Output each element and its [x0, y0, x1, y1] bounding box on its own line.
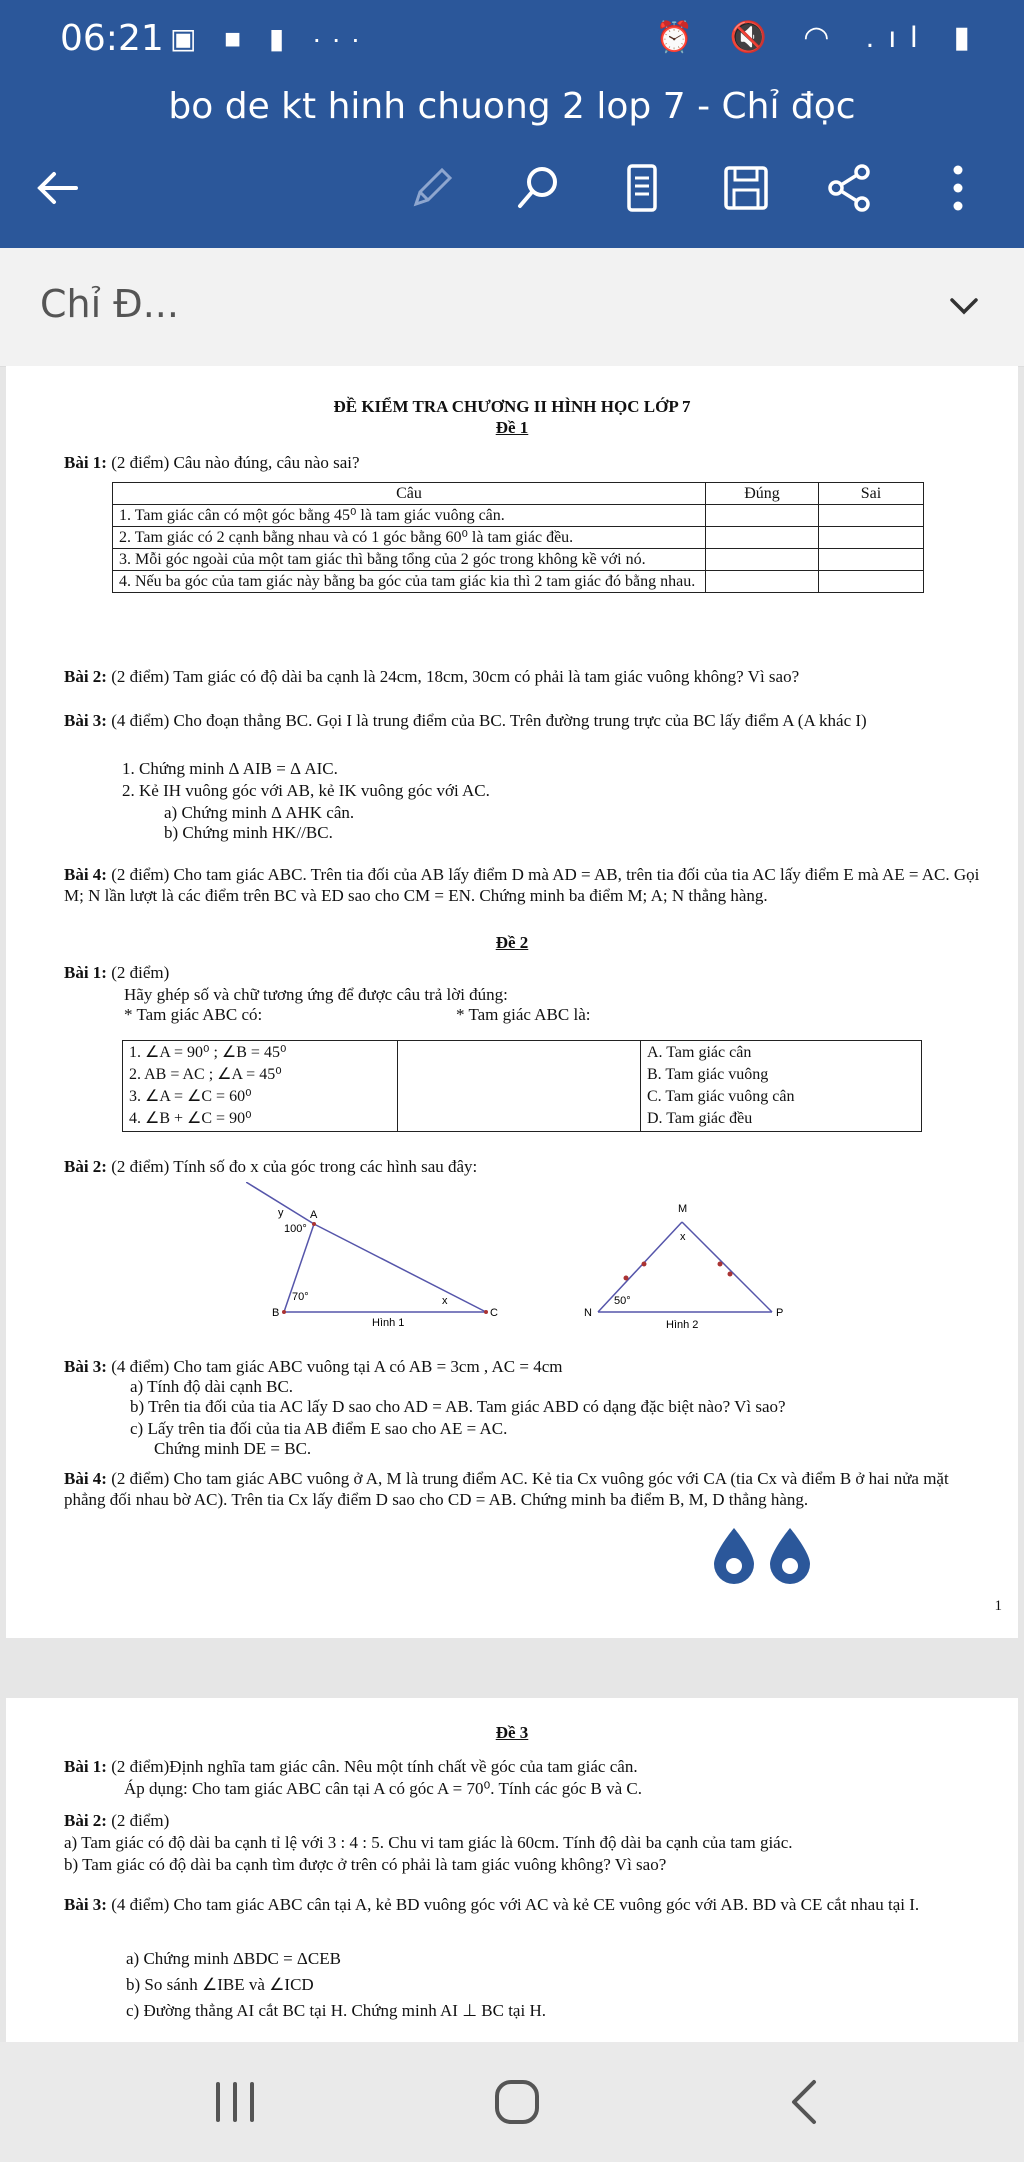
list-item: Chứng minh DE = BC.: [154, 1439, 312, 1458]
page-number: 1: [994, 1598, 1002, 1614]
system-nav-bar: [0, 2042, 1024, 2162]
match-item: 4. ∠B + ∠C = 90⁰: [129, 1110, 252, 1127]
text: (2 điểm): [111, 1811, 170, 1830]
tick-mark: [624, 1276, 629, 1281]
sai-cell: [819, 527, 924, 549]
left-heading: * Tam giác ABC có:: [124, 1005, 263, 1024]
status-time: 06:21: [60, 18, 164, 59]
tick-mark: [718, 1262, 723, 1267]
list-item: b) Chứng minh HK//BC.: [164, 823, 333, 842]
row-text: 3. Mỗi góc ngoài của một tam giác thì bằng tổng của 2 góc trong không kề với nó.: [113, 549, 706, 571]
text: (2 điểm)Định nghĩa tam giác cân. Nêu một tính chất về góc của tam giác cân.: [111, 1757, 638, 1776]
instruction: Hãy ghép số và chữ tương ứng để được câu trả lời đúng:: [124, 985, 508, 1004]
text: (2 điểm) Câu nào đúng, câu nào sai?: [111, 453, 360, 472]
text: (4 điểm) Cho tam giác ABC cân tại A, kẻ BD vuông góc với AC và kẻ CE vuông góc với AB. BD và CE cắt nhau tại I.: [111, 1895, 920, 1914]
label: Bài 1:: [64, 963, 107, 982]
list-item: a) Chứng minh ΔBDC = ΔCEB: [126, 1949, 341, 1968]
table-header-row: [113, 483, 924, 505]
dung-cell: [706, 571, 819, 593]
label: Bài 1:: [64, 1757, 107, 1776]
dung-cell: [706, 527, 819, 549]
matching-table: [122, 1040, 922, 1132]
text: (4 điểm) Cho tam giác ABC vuông tại A có AB = 3cm , AC = 4cm: [111, 1357, 563, 1376]
section-de-1: Đề 1: [495, 418, 529, 437]
angle-n: 50°: [614, 1295, 631, 1307]
de2-bai1: [64, 962, 169, 983]
point-c: [484, 1310, 488, 1314]
list-item: a) Chứng minh Δ AHK cân.: [164, 803, 355, 822]
pen-icon[interactable]: [402, 158, 462, 218]
de2-bai4: [64, 1468, 984, 1510]
dung-cell: [706, 549, 819, 571]
label: Bài 2:: [64, 1811, 107, 1830]
table-row: [113, 527, 924, 549]
match-item: 2. AB = AC ; ∠A = 45⁰: [129, 1066, 282, 1083]
mode-label[interactable]: Chỉ Đ...: [40, 282, 179, 326]
table-row: [113, 571, 924, 593]
label-a: A: [310, 1209, 318, 1221]
match-item: D. Tam giác đều: [647, 1110, 753, 1127]
status-notification-icons: ▣ ■ ▮ ···: [170, 23, 371, 54]
text: (2 điểm) Tính số đo x của góc trong các hình sau đây:: [111, 1157, 478, 1176]
de2-bai3: [64, 1356, 984, 1377]
angle-x: x: [442, 1295, 448, 1307]
label-m: M: [678, 1203, 688, 1215]
label: Bài 2:: [64, 667, 107, 686]
tick-mark: [642, 1262, 647, 1267]
de3-bai2: [64, 1810, 169, 1831]
label: Bài 3:: [64, 1895, 107, 1914]
row-text: 1. Tam giác cân có một góc bằng 45⁰ là tam giác vuông cân.: [113, 505, 706, 527]
more-vert-icon[interactable]: [928, 158, 988, 218]
match-item: B. Tam giác vuông: [647, 1066, 769, 1083]
reading-view-icon[interactable]: [612, 158, 672, 218]
match-right-cell: [641, 1041, 922, 1132]
angle-a: 100°: [284, 1223, 307, 1235]
header-cau: Câu: [113, 483, 706, 505]
chevron-down-icon[interactable]: [944, 286, 984, 326]
document-title: bo de kt hinh chuong 2 lop 7 - Chỉ đọc: [168, 86, 856, 127]
selection-handle-right[interactable]: [766, 1528, 814, 1584]
label-c: C: [490, 1307, 498, 1319]
de1-bai4: [64, 864, 984, 906]
share-icon[interactable]: [820, 158, 880, 218]
caption-hinh-1: Hình 1: [372, 1317, 405, 1329]
right-heading: * Tam giác ABC là:: [456, 1005, 591, 1024]
text: (2 điểm) Cho tam giác ABC. Trên tia đối của AB lấy điểm D mà AD = AB, trên tia đối của tia AC lấy điểm E mà AE = AC. Gọi M; N lần lượt là các điểm trên BC và ED sao cho CM = EN. Chứng minh ba điểm M; A; N thẳng hàng.: [64, 865, 980, 905]
text: (2 điểm) Tam giác có độ dài ba cạnh là 24cm, 18cm, 30cm có phải là tam giác vuông không? Vì sao?: [111, 667, 800, 686]
status-system-icons: ⏰ 🔇 ◠ .ıl ▮: [655, 21, 984, 54]
text: (4 điểm) Cho đoạn thẳng BC. Gọi I là trung điểm của BC. Trên đường trung trực của BC lấy điểm A (A khác I): [111, 711, 867, 730]
de1-bai3: [64, 710, 984, 731]
row-text: 2. Tam giác có 2 cạnh bằng nhau và có 1 góc bằng 60⁰ là tam giác đều.: [113, 527, 706, 549]
label-b: B: [272, 1307, 280, 1319]
list-item: c) Lấy trên tia đối của tia AB điểm E sao cho AE = AC.: [130, 1419, 508, 1438]
apply-line: Áp dụng: Cho tam giác ABC cân tại A có góc A = 70⁰. Tính các góc B và C.: [124, 1779, 642, 1798]
match-left-cell: [123, 1041, 398, 1132]
list-item: a) Tam giác có độ dài ba cạnh tỉ lệ với 3 : 4 : 5. Chu vi tam giác là 60cm. Tính độ dài ba cạnh của tam giác.: [64, 1833, 793, 1852]
angle-b: 70°: [292, 1291, 309, 1303]
table-row: [123, 1041, 922, 1132]
label: Bài 1:: [64, 453, 107, 472]
match-item: 3. ∠A = ∠C = 60⁰: [129, 1088, 252, 1105]
label: Bài 3:: [64, 711, 107, 730]
label-y: y: [278, 1207, 284, 1219]
back-arrow-icon[interactable]: [28, 158, 88, 218]
label: Bài 2:: [64, 1157, 107, 1176]
match-item: 1. ∠A = 90⁰ ; ∠B = 45⁰: [129, 1044, 287, 1061]
side-mn: [598, 1222, 682, 1312]
list-item: 2. Kẻ IH vuông góc với AB, kẻ IK vuông góc với AC.: [122, 781, 490, 800]
recents-icon[interactable]: [200, 2072, 270, 2132]
figure-hinh-2: [576, 1198, 796, 1334]
status-bar: [0, 0, 1024, 80]
list-item: b) Trên tia đối của tia AC lấy D sao cho AD = AB. Tam giác ABD có dạng đặc biệt nào? Vì sao?: [130, 1397, 786, 1416]
tick-mark: [728, 1272, 733, 1277]
de1-bai2: [64, 666, 984, 687]
list-item: b) Tam giác có độ dài ba cạnh tìm được ở trên có phải là tam giác vuông không? Vì sao?: [64, 1855, 667, 1874]
match-answer-cell: [398, 1041, 641, 1132]
save-icon[interactable]: [716, 158, 776, 218]
side-mp: [682, 1222, 772, 1312]
label-p: P: [776, 1307, 784, 1319]
sai-cell: [819, 571, 924, 593]
sai-cell: [819, 549, 924, 571]
de3-bai3: [64, 1894, 984, 1915]
label: Bài 4:: [64, 865, 107, 884]
page-title: ĐỀ KIỂM TRA CHƯƠNG II HÌNH HỌC LỚP 7: [333, 397, 691, 416]
de1-bai1: [64, 452, 984, 473]
list-item: 1. Chứng minh Δ AIB = Δ AIC.: [122, 759, 338, 778]
header-dung: Đúng: [706, 483, 819, 505]
true-false-table: [112, 482, 924, 593]
caption-hinh-2: Hình 2: [666, 1319, 699, 1331]
header-sai: Sai: [819, 483, 924, 505]
document-page-1: [6, 366, 1018, 1638]
text: (2 điểm) Cho tam giác ABC vuông ở A, M là trung điểm AC. Kẻ tia Cx vuông góc với CA (tia Cx và điểm B ở hai nửa mặt phẳng đối nhau bờ AC). Trên tia Cx lấy điểm D sao cho CD = AB. Chứng minh ba điểm B, M, D thẳng hàng.: [64, 1469, 949, 1509]
list-item: a) Tính độ dài cạnh BC.: [130, 1377, 294, 1396]
angle-x: x: [680, 1231, 686, 1243]
section-de-3: Đề 3: [495, 1723, 529, 1742]
label: Bài 3:: [64, 1357, 107, 1376]
label-n: N: [584, 1307, 592, 1319]
row-text: 4. Nếu ba góc của tam giác này bằng ba góc của tam giác kia thì 2 tam giác đó bằng nhau.: [113, 571, 706, 593]
text: (2 điểm): [111, 963, 170, 982]
list-item: b) So sánh ∠IBE và ∠ICD: [126, 1975, 314, 1994]
de2-bai2: [64, 1156, 477, 1177]
back-icon[interactable]: [770, 2072, 840, 2132]
search-icon[interactable]: [508, 158, 568, 218]
sai-cell: [819, 505, 924, 527]
figure-hinh-1: [246, 1182, 536, 1332]
app-bar: [0, 0, 1024, 248]
list-item: c) Đường thẳng AI cắt BC tại H. Chứng minh AI ⊥ BC tại H.: [126, 2001, 546, 2020]
section-de-2: Đề 2: [495, 933, 529, 952]
label: Bài 4:: [64, 1469, 107, 1488]
home-icon[interactable]: [482, 2072, 552, 2132]
de3-bai1: [64, 1756, 984, 1777]
mode-bar[interactable]: [0, 248, 1024, 367]
side-ac: [314, 1224, 486, 1312]
table-row: [113, 505, 924, 527]
match-item: C. Tam giác vuông cân: [647, 1088, 795, 1105]
selection-handle-left[interactable]: [710, 1528, 758, 1584]
dung-cell: [706, 505, 819, 527]
match-item: A. Tam giác cân: [647, 1044, 752, 1061]
point-b: [282, 1310, 286, 1314]
point-a: [312, 1222, 316, 1226]
table-row: [113, 549, 924, 571]
document-page-2: [6, 1698, 1018, 2062]
